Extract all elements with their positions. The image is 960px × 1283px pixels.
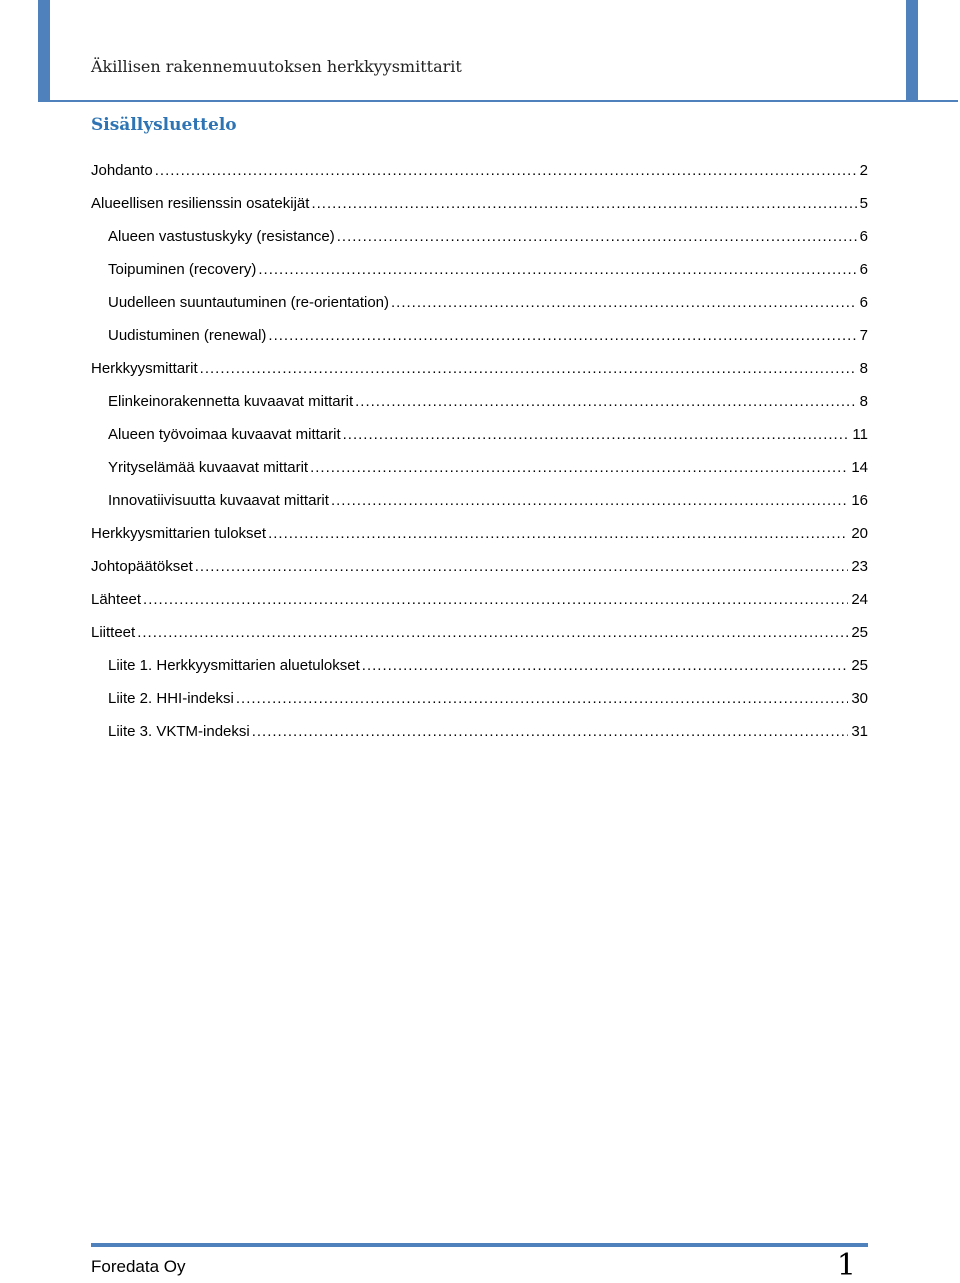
toc-entry-page: 6 bbox=[859, 228, 868, 245]
toc-dot-leader bbox=[258, 256, 856, 284]
toc-dot-leader bbox=[200, 355, 857, 383]
toc-entry-page: 31 bbox=[851, 723, 868, 740]
toc-entry-title: Lähteet bbox=[91, 591, 142, 608]
toc-entry-page: 25 bbox=[851, 624, 868, 641]
toc-entry-elinkeinorakennetta[interactable] bbox=[91, 388, 868, 421]
toc-entry-page: 7 bbox=[859, 327, 868, 344]
toc-entry-title: Liite 1. Herkkyysmittarien aluetulokset bbox=[108, 657, 360, 674]
toc-heading: Sisällysluettelo bbox=[91, 115, 237, 135]
toc-entry-lahteet[interactable] bbox=[91, 586, 868, 619]
toc-entry-page: 2 bbox=[859, 162, 868, 179]
toc-entry-title: Liite 3. VKTM-indeksi bbox=[108, 723, 250, 740]
table-of-contents bbox=[91, 157, 868, 751]
toc-dot-leader bbox=[337, 223, 857, 251]
toc-entry-herkkyysmittarien-tulokset[interactable] bbox=[91, 520, 868, 553]
toc-entry-title: Toipuminen (recovery) bbox=[108, 261, 257, 278]
toc-entry-page: 6 bbox=[859, 261, 868, 278]
toc-entry-yritysElamaa[interactable] bbox=[91, 454, 868, 487]
toc-dot-leader bbox=[311, 190, 856, 218]
toc-entry-title: Johtopäätökset bbox=[91, 558, 193, 575]
toc-dot-leader bbox=[252, 718, 849, 746]
toc-entry-page: 11 bbox=[852, 426, 868, 443]
toc-dot-leader bbox=[195, 553, 849, 581]
toc-dot-leader bbox=[143, 586, 848, 614]
toc-dot-leader bbox=[331, 487, 848, 515]
header-divider bbox=[38, 100, 958, 102]
toc-entry-title: Alueen vastustuskyky (resistance) bbox=[108, 228, 335, 245]
toc-entry-liite-1[interactable] bbox=[91, 652, 868, 685]
toc-entry-title: Elinkeinorakennetta kuvaavat mittarit bbox=[108, 393, 354, 410]
toc-entry-innovatiivisuutta[interactable] bbox=[91, 487, 868, 520]
toc-entry-page: 23 bbox=[851, 558, 868, 575]
toc-entry-alueen-vastustuskyky[interactable] bbox=[91, 223, 868, 256]
toc-entry-liite-2[interactable] bbox=[91, 685, 868, 718]
toc-entry-title: Uudistuminen (renewal) bbox=[108, 327, 267, 344]
toc-entry-page: 8 bbox=[859, 360, 868, 377]
toc-entry-uudelleen-suuntautuminen[interactable] bbox=[91, 289, 868, 322]
toc-entry-page: 25 bbox=[851, 657, 868, 674]
toc-entry-page: 30 bbox=[851, 690, 868, 707]
document-header-title: Äkillisen rakennemuutoksen herkkyysmittarit bbox=[91, 57, 462, 76]
toc-entry-title: Innovatiivisuutta kuvaavat mittarit bbox=[108, 492, 329, 509]
toc-entry-page: 5 bbox=[859, 195, 868, 212]
toc-entry-liite-3[interactable] bbox=[91, 718, 868, 751]
toc-entry-alueellisen-resilienssin-osatekijat[interactable] bbox=[91, 190, 868, 223]
footer-company-name: Foredata Oy bbox=[91, 1257, 186, 1276]
toc-dot-leader bbox=[355, 388, 857, 416]
toc-entry-title: Liitteet bbox=[91, 624, 136, 641]
toc-entry-page: 6 bbox=[859, 294, 868, 311]
header-right-accent-bar bbox=[906, 0, 918, 100]
toc-entry-title: Johdanto bbox=[91, 162, 153, 179]
toc-dot-leader bbox=[137, 619, 848, 647]
toc-dot-leader bbox=[391, 289, 857, 317]
toc-entry-page: 20 bbox=[851, 525, 868, 542]
toc-dot-leader bbox=[362, 652, 849, 680]
toc-entry-herkkyysmittarit[interactable] bbox=[91, 355, 868, 388]
toc-entry-page: 24 bbox=[851, 591, 868, 608]
toc-entry-title: Alueellisen resilienssin osatekijät bbox=[91, 195, 310, 212]
footer-page-number: 1 bbox=[836, 1248, 856, 1283]
toc-entry-liitteet[interactable] bbox=[91, 619, 868, 652]
toc-entry-page: 16 bbox=[851, 492, 868, 509]
toc-entry-title: Herkkyysmittarit bbox=[91, 360, 198, 377]
footer-divider bbox=[91, 1243, 868, 1247]
toc-entry-title: Uudelleen suuntautuminen (re-orientation) bbox=[108, 294, 390, 311]
toc-entry-johdanto[interactable] bbox=[91, 157, 868, 190]
toc-entry-uudistuminen[interactable] bbox=[91, 322, 868, 355]
toc-entry-title: Alueen työvoimaa kuvaavat mittarit bbox=[108, 426, 341, 443]
toc-entry-page: 8 bbox=[859, 393, 868, 410]
toc-entry-title: Yrityselämää kuvaavat mittarit bbox=[108, 459, 309, 476]
toc-entry-toipuminen[interactable] bbox=[91, 256, 868, 289]
toc-entry-title: Herkkyysmittarien tulokset bbox=[91, 525, 267, 542]
toc-entry-johtopaatokset[interactable] bbox=[91, 553, 868, 586]
toc-dot-leader bbox=[310, 454, 848, 482]
header-left-accent-bar bbox=[38, 0, 50, 100]
toc-dot-leader bbox=[268, 520, 848, 548]
toc-entry-title: Liite 2. HHI-indeksi bbox=[108, 690, 234, 707]
toc-entry-alueen-tyovoimaa[interactable] bbox=[91, 421, 868, 454]
toc-dot-leader bbox=[343, 421, 850, 449]
toc-entry-page: 14 bbox=[851, 459, 868, 476]
toc-dot-leader bbox=[155, 157, 857, 185]
toc-dot-leader bbox=[268, 322, 856, 350]
toc-dot-leader bbox=[236, 685, 848, 713]
